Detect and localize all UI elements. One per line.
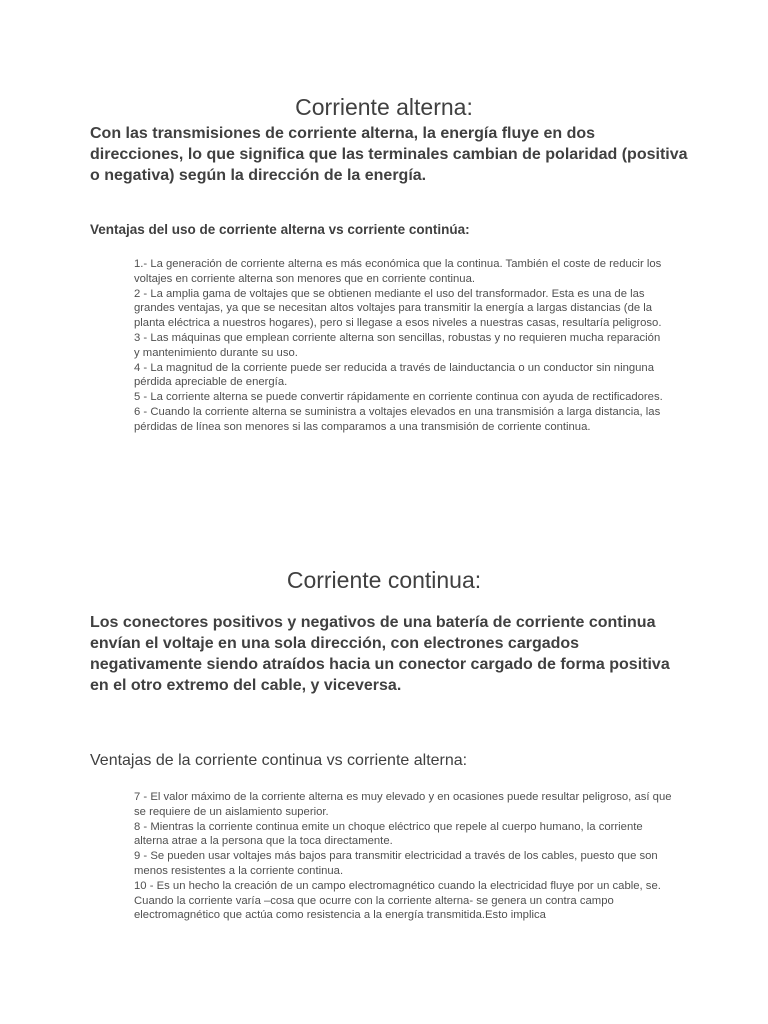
list-item: 2 - La amplia gama de voltajes que se obtienen mediante el uso del transformador. Esta es una de las grandes ventajas, ya que se necesitan altos voltajes para transmitir la energía a largas distancias (de la planta eléctrica a nuestros hogares), pero si llegase a esos niveles a nuestras casas, resultaría peligroso. (134, 287, 662, 330)
ac-title: Corriente alterna: (295, 94, 473, 120)
dc-intro: Los conectores positivos y negativos de una batería de corriente continua envían el voltaje en una sola dirección, con electrones cargados negativamente siendo atraídos hacia un conector cargado de forma positiva en el otro extremo del cable, y viceversa. (90, 614, 670, 694)
list-item: 4 - La magnitud de la corriente puede ser reducida a través de lainductancia o un conductor sin ninguna pérdida apreciable de energía. (134, 361, 654, 389)
list-item: 9 - Se pueden usar voltajes más bajos para transmitir electricidad a través de los cables, puesto que son menos resistentes a la corriente continua. (134, 850, 658, 877)
list-item: 10 - Es un hecho la creación de un campo electromagnético cuando la electricidad fluye por un cable, se. Cuando la corriente varía –cosa que ocurre con la corriente alterna- se genera un contra campo electromagnético que actúa como resistencia a la energía transmitida.Esto implica (134, 879, 661, 922)
dc-title: Corriente continua: (286, 567, 482, 593)
ac-advantages-heading: Ventajas del uso de corriente alterna vs corriente continúa: (90, 222, 470, 237)
dc-advantages-list (134, 790, 679, 923)
ac-intro: Con las transmisiones de corriente alterna, la energía fluye en dos direcciones, lo que significa que las terminales cambian de polaridad (positiva o negativa) según la dirección de la energía. (90, 125, 688, 184)
list-item: 5 - La corriente alterna se puede convertir rápidamente en corriente continua con ayuda de rectificadores. (134, 391, 663, 404)
list-item: 1.- La generación de corriente alterna es más económica que la continua. También el coste de reducir los voltajes en corriente alterna son menores que en corriente continua. (134, 258, 662, 285)
list-item: 6 - Cuando la corriente alterna se suministra a voltajes elevados en una transmisión a larga distancia, las pérdidas de línea son menores si las comparamos a una transmisión de corriente continua. (134, 405, 661, 433)
dc-advantages-heading: Ventajas de la corriente continua vs corriente alterna: (90, 752, 468, 769)
list-item: 8 - Mientras la corriente continua emite un choque eléctrico que repele al cuerpo humano, la corriente alterna atrae a la persona que la toca directamente. (134, 820, 643, 848)
list-item: 3 - Las máquinas que emplean corriente alterna son sencillas, robustas y no requieren mucha reparación y mantenimiento durante su uso. (134, 331, 661, 359)
list-item: 7 - El valor máximo de la corriente alterna es muy elevado y en ocasiones puede resultar peligroso, así que se requiere de un aislamiento superior. (134, 791, 672, 818)
ac-advantages-list (134, 257, 664, 435)
